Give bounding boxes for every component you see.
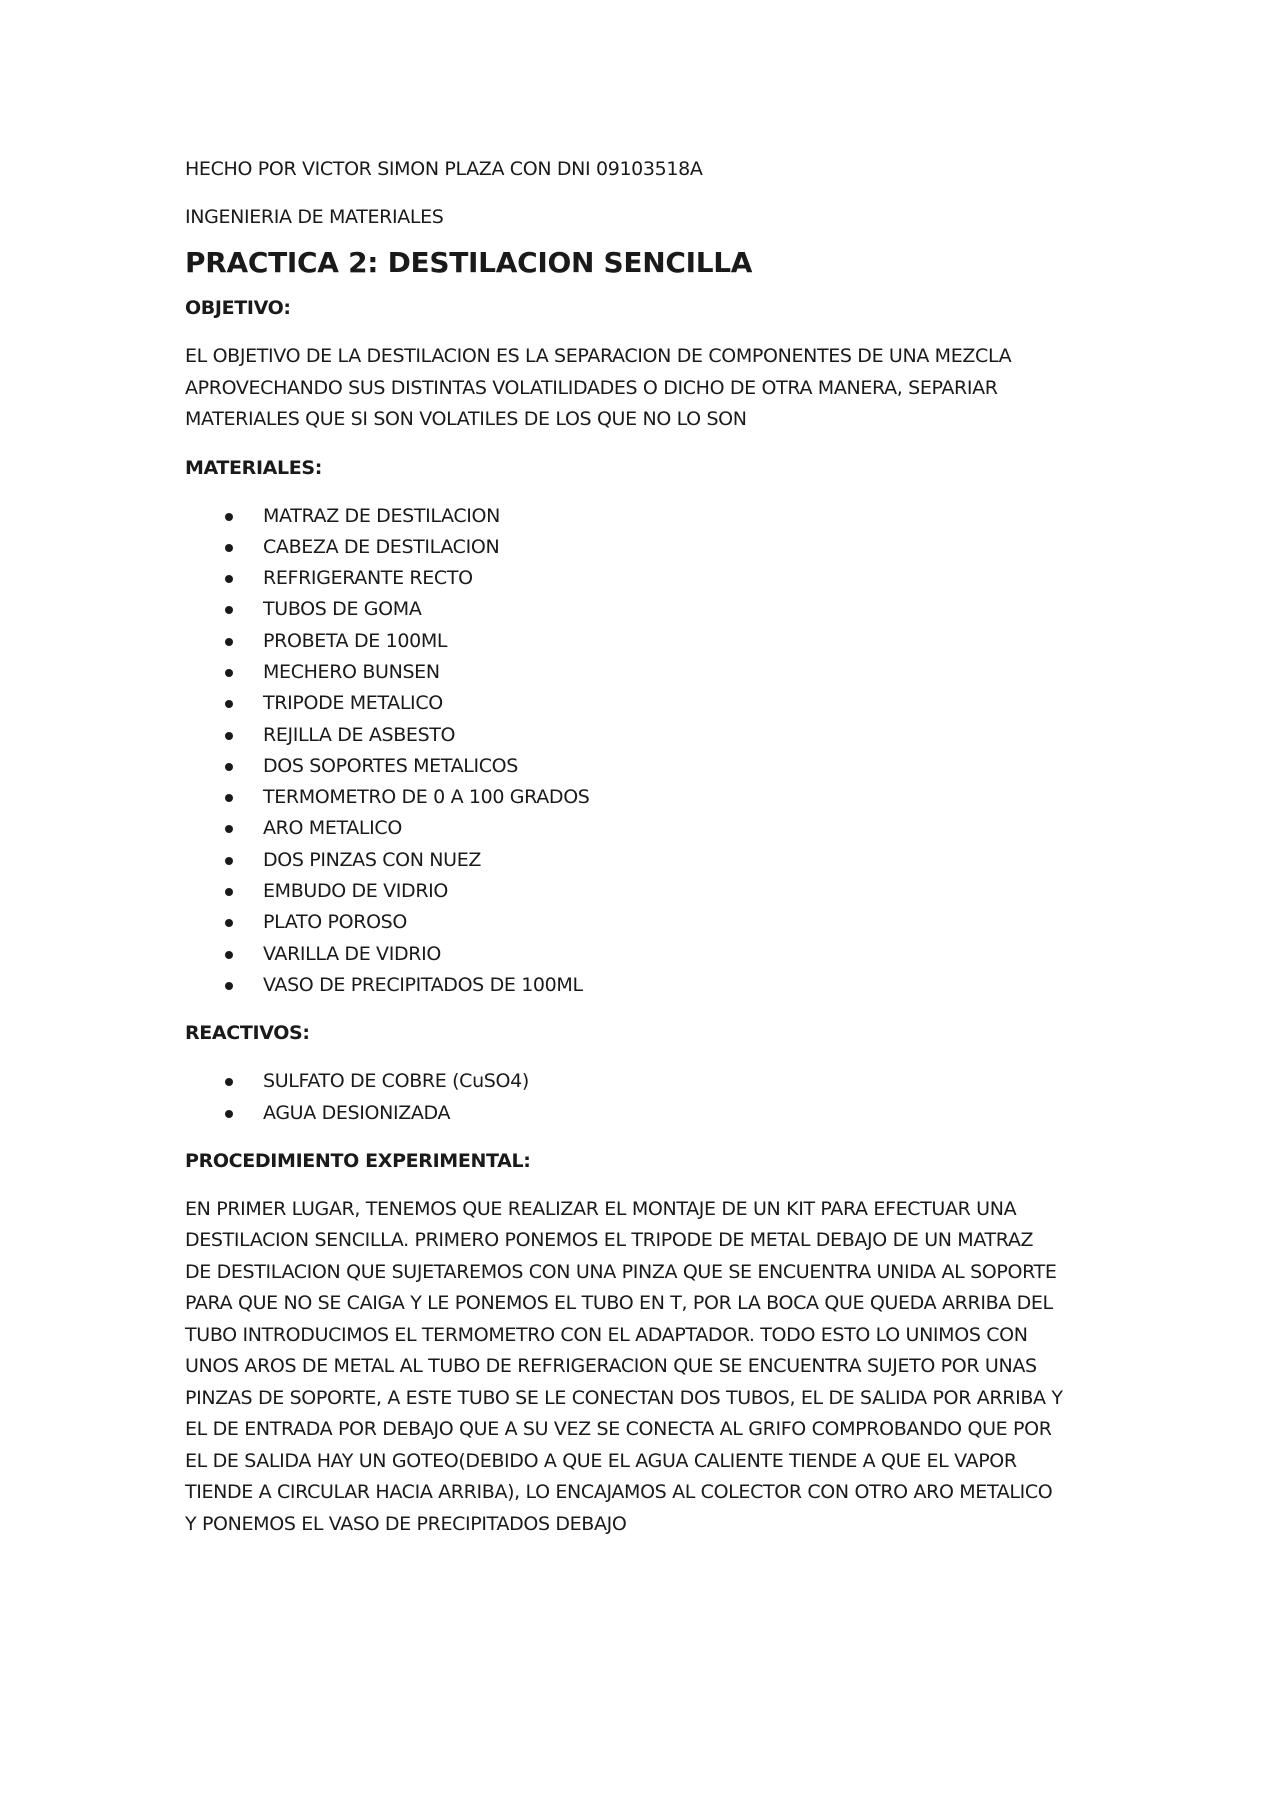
list-item-text: REJILLA DE ASBESTO bbox=[263, 723, 456, 746]
list-item-text: TUBOS DE GOMA bbox=[263, 598, 422, 621]
list-item bbox=[185, 1098, 1105, 1129]
bullet-icon bbox=[225, 513, 233, 521]
paragraph-line: Y PONEMOS EL VASO DE PRECIPITADOS DEBAJO bbox=[185, 1512, 627, 1535]
reactivos-list bbox=[185, 1066, 1105, 1129]
list-item-text: REFRIGERANTE RECTO bbox=[263, 567, 473, 590]
bullet-icon bbox=[225, 544, 233, 552]
paragraph-line: EN PRIMER LUGAR, TENEMOS QUE REALIZAR EL MONTAJE DE UN KIT PARA EFECTUAR UNA bbox=[185, 1197, 1017, 1220]
paragraph-line: TIENDE A CIRCULAR HACIA ARRIBA), LO ENCAJAMOS AL COLECTOR CON OTRO ARO METALICO bbox=[185, 1481, 1053, 1504]
list-item bbox=[185, 657, 1105, 688]
bullet-icon bbox=[225, 794, 233, 802]
bullet-icon bbox=[225, 825, 233, 833]
paragraph-line: EL OBJETIVO DE LA DESTILACION ES LA SEPARACION DE COMPONENTES DE UNA MEZCLA bbox=[185, 345, 1012, 367]
subject-line: INGENIERIA DE MATERIALES bbox=[185, 206, 444, 228]
list-item bbox=[185, 563, 1105, 594]
list-item bbox=[185, 907, 1105, 938]
paragraph-line: MATERIALES QUE SI SON VOLATILES DE LOS QUE NO LO SON bbox=[185, 408, 747, 430]
paragraph-line: DESTILACION SENCILLA. PRIMERO PONEMOS EL TRIPODE DE METAL DEBAJO DE UN MATRAZ bbox=[185, 1229, 1034, 1252]
bullet-icon bbox=[225, 669, 233, 677]
bullet-icon bbox=[225, 1110, 233, 1118]
paragraph-line: PINZAS DE SOPORTE, A ESTE TUBO SE LE CONECTAN DOS TUBOS, EL DE SALIDA POR ARRIBA Y bbox=[185, 1386, 1063, 1409]
list-item-text: SULFATO DE COBRE (CuSO4) bbox=[263, 1070, 529, 1093]
list-item bbox=[185, 751, 1105, 782]
bullet-icon bbox=[225, 763, 233, 771]
paragraph-line: PARA QUE NO SE CAIGA Y LE PONEMOS EL TUBO EN T, POR LA BOCA QUE QUEDA ARRIBA DEL bbox=[185, 1292, 1053, 1315]
bullet-icon bbox=[225, 857, 233, 865]
list-item bbox=[185, 688, 1105, 719]
list-item bbox=[185, 813, 1105, 844]
procedimiento-heading: PROCEDIMIENTO EXPERIMENTAL: bbox=[185, 1149, 531, 1172]
list-item bbox=[185, 594, 1105, 625]
bullet-icon bbox=[225, 951, 233, 959]
list-item-text: ARO METALICO bbox=[263, 817, 402, 840]
list-item bbox=[185, 782, 1105, 813]
bullet-icon bbox=[225, 888, 233, 896]
bullet-icon bbox=[225, 982, 233, 990]
list-item bbox=[185, 626, 1105, 657]
list-item-text: TERMOMETRO DE 0 A 100 GRADOS bbox=[263, 786, 590, 809]
bullet-icon bbox=[225, 638, 233, 646]
bullet-icon bbox=[225, 919, 233, 927]
procedimiento-paragraph bbox=[185, 1194, 1105, 1541]
bullet-icon bbox=[225, 1078, 233, 1086]
list-item-text: PROBETA DE 100ML bbox=[263, 629, 448, 652]
materiales-list bbox=[185, 501, 1105, 1002]
list-item bbox=[185, 720, 1105, 751]
paragraph-line: EL DE ENTRADA POR DEBAJO QUE A SU VEZ SE CONECTA AL GRIFO COMPROBANDO QUE POR bbox=[185, 1418, 1052, 1441]
list-item bbox=[185, 939, 1105, 970]
bullet-icon bbox=[225, 575, 233, 583]
list-item bbox=[185, 1066, 1105, 1097]
list-item bbox=[185, 876, 1105, 907]
list-item-text: TRIPODE METALICO bbox=[263, 692, 443, 715]
paragraph-line: APROVECHANDO SUS DISTINTAS VOLATILIDADES O DICHO DE OTRA MANERA, SEPARIAR bbox=[185, 376, 998, 399]
list-item-text: MECHERO BUNSEN bbox=[263, 660, 440, 683]
list-item-text: VASO DE PRECIPITADOS DE 100ML bbox=[263, 973, 583, 996]
reactivos-heading: REACTIVOS: bbox=[185, 1022, 310, 1045]
list-item-text: MATRAZ DE DESTILACION bbox=[263, 504, 500, 527]
bullet-icon bbox=[225, 700, 233, 708]
list-item-text: DOS PINZAS CON NUEZ bbox=[263, 848, 482, 871]
objetivo-paragraph bbox=[185, 341, 1105, 436]
list-item bbox=[185, 845, 1105, 876]
document-page bbox=[185, 154, 1105, 1557]
paragraph-line: TUBO INTRODUCIMOS EL TERMOMETRO CON EL ADAPTADOR. TODO ESTO LO UNIMOS CON bbox=[185, 1323, 1028, 1346]
list-item-text: EMBUDO DE VIDRIO bbox=[263, 880, 449, 903]
list-item bbox=[185, 501, 1105, 532]
document-title: PRACTICA 2: DESTILACION SENCILLA bbox=[185, 246, 753, 279]
materiales-heading: MATERIALES: bbox=[185, 456, 322, 479]
list-item-text: AGUA DESIONIZADA bbox=[263, 1101, 451, 1124]
paragraph-line: DE DESTILACION QUE SUJETAREMOS CON UNA PINZA QUE SE ENCUENTRA UNIDA AL SOPORTE bbox=[185, 1260, 1057, 1283]
list-item-text: PLATO POROSO bbox=[263, 911, 407, 934]
paragraph-line: UNOS AROS DE METAL AL TUBO DE REFRIGERACION QUE SE ENCUENTRA SUJETO POR UNAS bbox=[185, 1355, 1037, 1378]
list-item bbox=[185, 532, 1105, 563]
author-line: HECHO POR VICTOR SIMON PLAZA CON DNI 09103518A bbox=[185, 158, 703, 180]
list-item-text: VARILLA DE VIDRIO bbox=[263, 942, 441, 965]
list-item-text: CABEZA DE DESTILACION bbox=[263, 535, 500, 558]
objetivo-heading: OBJETIVO: bbox=[185, 297, 291, 319]
bullet-icon bbox=[225, 606, 233, 614]
bullet-icon bbox=[225, 732, 233, 740]
list-item bbox=[185, 970, 1105, 1001]
list-item-text: DOS SOPORTES METALICOS bbox=[263, 754, 518, 777]
paragraph-line: EL DE SALIDA HAY UN GOTEO(DEBIDO A QUE EL AGUA CALIENTE TIENDE A QUE EL VAPOR bbox=[185, 1449, 1017, 1472]
